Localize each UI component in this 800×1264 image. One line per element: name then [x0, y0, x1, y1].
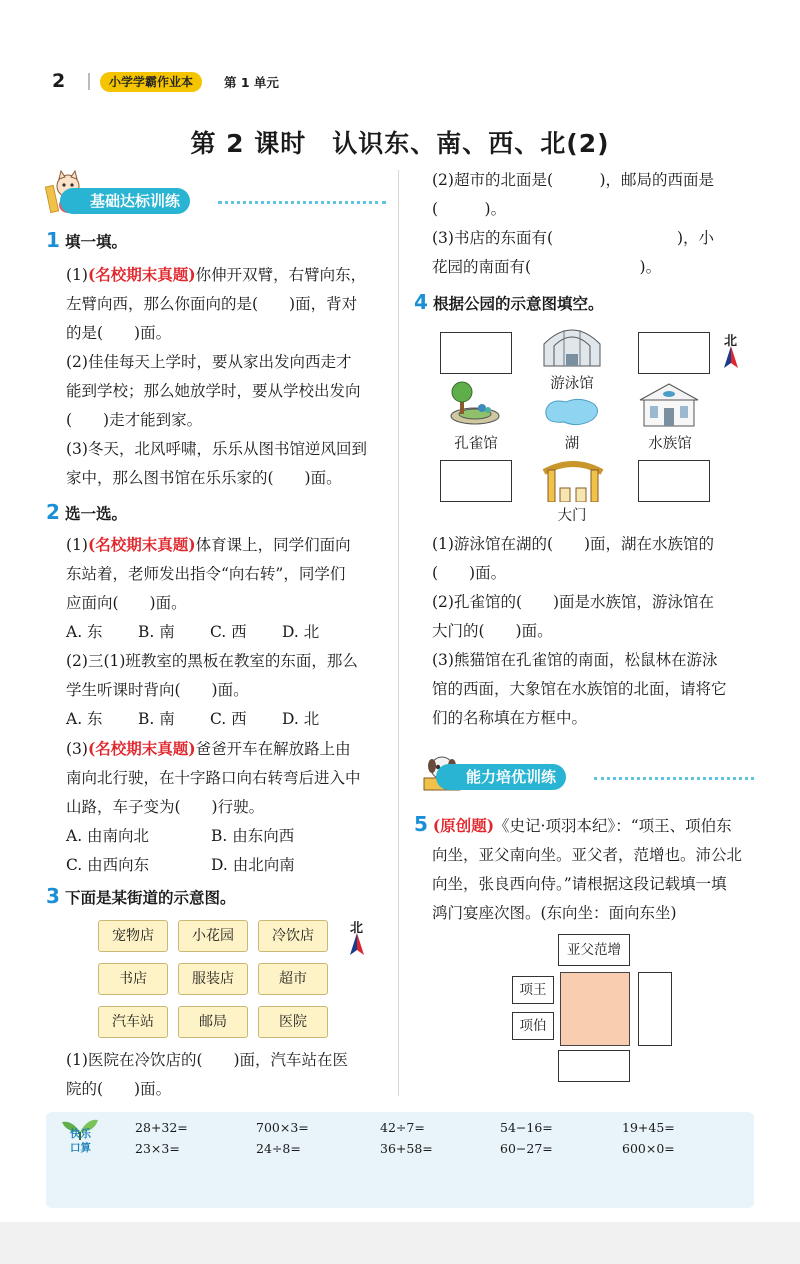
mental-math-label-top: 快乐: [70, 1128, 91, 1140]
calc-item: 36+58=: [380, 1141, 433, 1156]
lake-icon: [540, 396, 604, 428]
q1-line: (2)佳佳每天上学时，要从家出发向西走才: [66, 353, 352, 371]
page-number: 2: [52, 70, 66, 92]
q4-line: 们的名称填在方框中。: [432, 709, 588, 727]
q2-line: (2)三(1)班教室的黑板在教室的东面，那么: [66, 652, 358, 670]
q3-line: (3)书店的东面有( )，小: [432, 229, 715, 247]
store-pet: 宠物店: [98, 920, 168, 952]
calc-item: 24÷8=: [256, 1141, 301, 1156]
q2-body: [66, 530, 361, 880]
q4-body: [432, 530, 727, 733]
aquarium-icon: [636, 382, 702, 428]
park-blank-box[interactable]: [638, 332, 710, 374]
q1-number: 1: [46, 228, 60, 252]
q5-line: 鸿门宴座次图。(东向坐：面向东坐): [432, 904, 677, 922]
north-label: 北: [724, 334, 738, 349]
q3-title: 下面是某街道的示意图。: [65, 889, 236, 907]
q2-line: 南向北行驶，在十字路口向右转弯后进入中: [66, 769, 361, 787]
q1-line: (1)(名校期末真题)你伸开双臂，右臂向东，: [66, 265, 367, 284]
option[interactable]: C. 由西向东: [66, 856, 150, 874]
q1-heading: [46, 228, 127, 252]
seat-right-blank[interactable]: [638, 972, 672, 1046]
store-hospital: 医院: [258, 1006, 328, 1038]
unit-label: 第 1 单元: [224, 75, 279, 90]
label-lake: 湖: [564, 436, 580, 452]
q3-line: (2)超市的北面是( )，邮局的西面是: [432, 171, 715, 189]
seat-left-2: 项伯: [512, 1012, 554, 1040]
store-post-office: 邮局: [178, 1006, 248, 1038]
tag-original: (原创题): [432, 816, 495, 835]
q2-options: [66, 618, 361, 647]
q4-title: 根据公园的示意图填空。: [433, 295, 604, 313]
store-cold-drinks: 冷饮店: [258, 920, 328, 952]
q4-line: (3)熊猫馆在孔雀馆的南面，松鼠林在游泳: [432, 651, 718, 669]
calc-item: 28+32=: [135, 1120, 188, 1135]
q4-line: 大门的( )面。: [432, 622, 553, 640]
calc-item: 700×3=: [256, 1120, 309, 1135]
q1-line: (3)冬天，北风呼啸，乐乐从图书馆逆风回到: [66, 440, 367, 458]
q1-line: 左臂向西，那么你面向的是( )面，背对: [66, 295, 358, 313]
q5-line: 向坐，张良西向侍。”请根据这段记载填一填: [432, 875, 727, 893]
q5-line: 5 (原创题)《史记·项羽本纪》：“项王、项伯东: [414, 812, 732, 836]
series-badge: 小学学霸作业本: [100, 72, 202, 92]
q4-line: 馆的西面，大象馆在水族馆的北面，请将它: [432, 680, 727, 698]
q2-line: 山路，车子变为( )行驶。: [66, 798, 265, 816]
q3-number: 3: [46, 884, 60, 908]
q1-line: 的是( )面。: [66, 324, 172, 342]
option[interactable]: A. 东: [66, 623, 103, 641]
option[interactable]: A. 由南向北: [66, 827, 150, 845]
tag-final-exam: (名校期末真题): [87, 739, 196, 758]
mental-math-label-bottom: 口算: [70, 1142, 91, 1154]
tag-final-exam: (名校期末真题): [87, 535, 196, 554]
store-clothing: 服装店: [178, 963, 248, 995]
seat-left-1: 项王: [512, 976, 554, 1004]
park-blank-box[interactable]: [440, 332, 512, 374]
park-blank-box[interactable]: [440, 460, 512, 502]
q4-heading: [414, 290, 604, 314]
q2-line: 应面向( )面。: [66, 594, 187, 612]
option[interactable]: D. 由北向南: [211, 856, 295, 874]
q2-options: [66, 851, 361, 880]
q1-line: 能到学校；那么她放学时，要从学校出发向: [66, 382, 361, 400]
q2-options: [66, 822, 361, 851]
q3-line: 花园的南面有( )。: [432, 258, 662, 276]
park-blank-box[interactable]: [638, 460, 710, 502]
calc-item: 60−27=: [500, 1141, 553, 1156]
store-bookstore: 书店: [98, 963, 168, 995]
section-basic-title: 基础达标训练: [60, 188, 190, 214]
q4-line: (2)孔雀馆的( )面是水族馆，游泳馆在: [432, 593, 715, 611]
option[interactable]: D. 北: [282, 710, 320, 728]
q2-line: 学生听课时背向( )面。: [66, 681, 249, 699]
page-title: 第 2 课时 认识东、南、西、北(2): [190, 129, 610, 158]
q2-line: (1)(名校期末真题)体育课上，同学们面向: [66, 535, 351, 554]
q3-heading: [46, 884, 236, 908]
q3-line: 院的( )面。: [66, 1080, 172, 1098]
q4-line: (1)游泳馆在湖的( )面，湖在水族馆的: [432, 535, 715, 553]
header-divider: [88, 73, 90, 90]
seat-bottom-blank[interactable]: [558, 1050, 630, 1082]
store-bus-station: 汽车站: [98, 1006, 168, 1038]
q1-line: 家中，那么图书馆在乐乐家的( )面。: [66, 469, 342, 487]
q3-left-body: [66, 1046, 348, 1104]
label-swimming-hall: 游泳馆: [550, 376, 594, 392]
option[interactable]: B. 由东向西: [211, 827, 295, 845]
column-divider: [398, 170, 399, 1096]
q1-line: ( )走才能到家。: [66, 411, 203, 429]
q4-line: ( )面。: [432, 564, 507, 582]
option[interactable]: B. 南: [138, 623, 175, 641]
calc-item: 600×0=: [622, 1141, 675, 1156]
q1-body: [66, 260, 367, 493]
swimming-hall-icon: [540, 322, 604, 370]
q4-number: 4: [414, 290, 428, 314]
q5-body: [414, 810, 742, 928]
calc-item: 19+45=: [622, 1120, 675, 1135]
q3-line: ( )。: [432, 200, 507, 218]
q2-line: 东站着，老师发出指令“向右转”，同学们: [66, 565, 346, 583]
option[interactable]: C. 西: [210, 710, 247, 728]
park-gate-icon: [542, 456, 604, 502]
q3-right-body: [432, 166, 714, 282]
section-dots: [594, 777, 754, 780]
q5-line: 向坐，亚父南向坐。亚父者，范增也。沛公北: [432, 846, 743, 864]
q2-line: (3)(名校期末真题)爸爸开车在解放路上由: [66, 739, 351, 758]
calc-item: 42÷7=: [380, 1120, 425, 1135]
option[interactable]: C. 西: [210, 623, 247, 641]
q3-line: (1)医院在冷饮店的( )面，汽车站在医: [66, 1051, 349, 1069]
section-dots: [218, 201, 386, 204]
north-arrow-icon: [724, 346, 738, 368]
page-bottom-margin: [0, 1222, 800, 1264]
q2-title: 选一选。: [65, 505, 128, 523]
store-garden: 小花园: [178, 920, 248, 952]
calc-item: 23×3=: [135, 1141, 180, 1156]
seat-top: 亚父范增: [558, 934, 630, 966]
label-aquarium: 水族馆: [648, 436, 692, 452]
q2-number: 2: [46, 500, 60, 524]
q1-title: 填一填。: [65, 233, 128, 251]
calc-item: 54−16=: [500, 1120, 553, 1135]
tag-final-exam: (名校期末真题): [87, 265, 196, 284]
q2-heading: [46, 500, 127, 524]
option[interactable]: A. 东: [66, 710, 103, 728]
q5-number: 5: [414, 812, 428, 836]
north-arrow-icon: [350, 933, 364, 955]
option[interactable]: D. 北: [282, 623, 320, 641]
north-label: 北: [350, 921, 364, 936]
label-peacock-house: 孔雀馆: [454, 436, 498, 452]
q2-options: [66, 705, 361, 734]
label-main-gate: 大门: [557, 508, 587, 524]
section-advanced-title: 能力培优训练: [436, 764, 566, 790]
peacock-house-icon: [448, 380, 502, 426]
option[interactable]: B. 南: [138, 710, 175, 728]
banquet-table: [560, 972, 630, 1046]
store-supermarket: 超市: [258, 963, 328, 995]
